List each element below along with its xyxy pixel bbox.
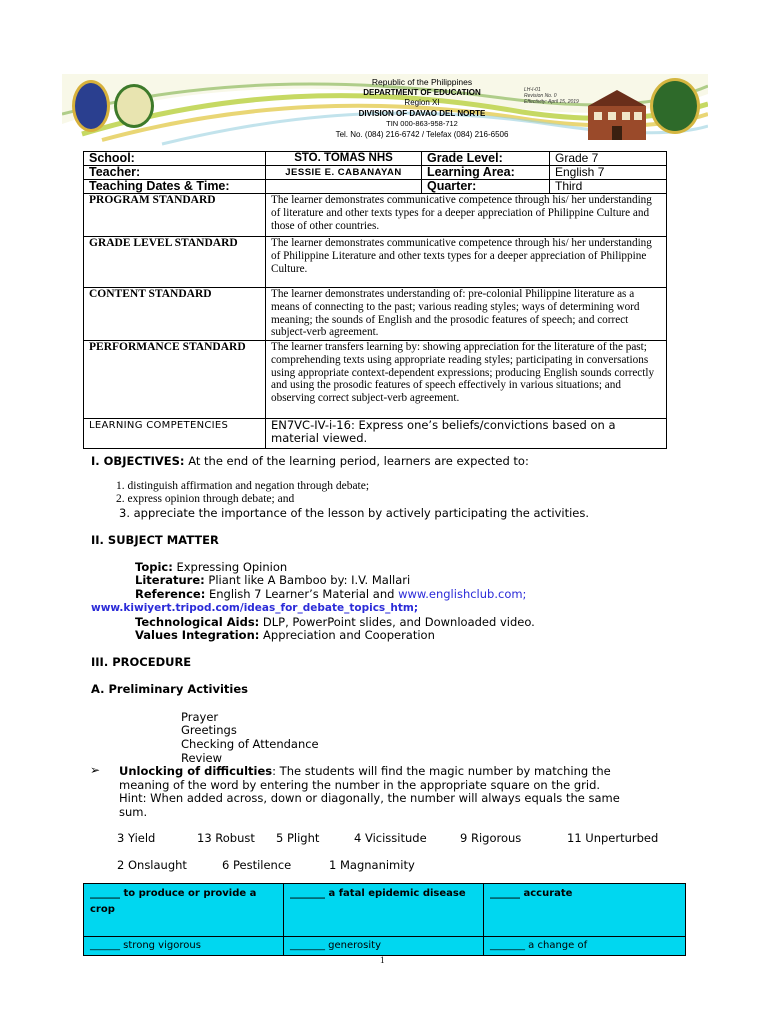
activity-review: Review (181, 751, 223, 765)
unlocking-instruction: : The students will find the magic number by matching the (272, 764, 611, 778)
table-row (84, 884, 686, 937)
grid-cell[interactable]: ______ strong vigorous (84, 937, 284, 956)
division-line: DIVISION OF DAVAO DEL NORTE (358, 108, 486, 118)
republic-line: Republic of the Philippines (371, 77, 473, 87)
hint-line-1: Hint: When added across, down or diagonally, the number will always equals the same (119, 791, 620, 805)
tech-aids-label: Technological Aids: (135, 615, 260, 629)
objectives-intro: At the end of the learning period, learners are expected to: (188, 454, 529, 468)
word-item: 11 Unperturbed (567, 831, 659, 845)
phone-line: Tel. No. (084) 216-6742 / Telefax (084) 216-6506 (335, 129, 509, 139)
teaching-dates-value (266, 180, 422, 194)
region-seal-icon (114, 84, 154, 128)
literature-line (135, 573, 410, 587)
values-value: Appreciation and Cooperation (263, 628, 435, 642)
literature-value: Pliant like A Bamboo by: I.V. Mallari (208, 573, 411, 587)
lesson-info-table (83, 151, 667, 449)
word-item: 4 Vicissitude (354, 831, 427, 845)
division-seal-icon (650, 78, 700, 134)
values-label: Values Integration: (135, 628, 260, 642)
doc-code: LH-I-01 (524, 87, 541, 93)
magic-number-grid (83, 883, 686, 956)
table-row (84, 288, 667, 341)
objective-item-1: 1. distinguish affirmation and negation through debate; (116, 480, 370, 492)
subject-matter-heading: II. SUBJECT MATTER (91, 533, 219, 547)
revision-number: Revision No. 0 (524, 93, 557, 99)
grid-cell[interactable]: ______ accurate (484, 884, 686, 937)
reference-line (135, 587, 526, 601)
letterhead-text (312, 77, 532, 140)
kiwiyert-link[interactable]: www.kiwiyert.tripod.com/ideas_for_debate_topics_htm; (91, 602, 419, 614)
table-row (84, 237, 667, 288)
document-reference (524, 87, 579, 105)
objective-item-2: 2. express opinion through debate; and (116, 493, 295, 505)
teaching-dates-label: Teaching Dates & Time: (84, 180, 266, 194)
grid-cell[interactable]: _______ a change of (484, 937, 686, 956)
grade-level-label: Grade Level: (422, 152, 550, 166)
tech-aids-value: DLP, PowerPoint slides, and Downloaded video. (262, 615, 535, 629)
unlocking-label: Unlocking of difficulties (119, 764, 273, 778)
effectivity-date: Effectivity: April 15, 2019 (524, 99, 579, 105)
topic-value: Expressing Opinion (176, 560, 288, 574)
word-item: 1 Magnanimity (329, 858, 415, 872)
table-row (84, 937, 686, 956)
school-value: STO. TOMAS NHS (266, 152, 422, 166)
learning-area-label: Learning Area: (422, 166, 550, 180)
grid-cell[interactable]: _______ generosity (284, 937, 484, 956)
objectives-heading: I. OBJECTIVES: (91, 454, 185, 468)
school-building-icon (588, 88, 646, 140)
performance-standard-text: The learner transfers learning by: showing appreciation for the literature of the past; comprehending texts using appropriate reading styles; participating in conversations using appropriate context-dependent expressions; producing English sounds correctly and using the prosodic features of speech effectively in various situations; and observing correct subject-verb agreement. (266, 341, 667, 419)
unlocking-line-2: meaning of the word by entering the number in the appropriate square on the grid. (119, 778, 601, 792)
table-row (84, 341, 667, 419)
activity-prayer: Prayer (181, 710, 219, 724)
program-standard-label: PROGRAM STANDARD (84, 194, 266, 237)
deped-seal-icon (72, 80, 110, 132)
topic-label: Topic: (135, 560, 173, 574)
learning-competencies-label: LEARNING COMPETENCIES (84, 419, 266, 449)
page-number: 1 (380, 955, 385, 965)
grade-level-standard-label: GRADE LEVEL STANDARD (84, 237, 266, 288)
hint-line-2: sum. (119, 805, 148, 819)
grid-cell[interactable]: ______ to produce or provide a crop (84, 884, 284, 937)
activity-attendance: Checking of Attendance (181, 737, 319, 751)
word-item: 2 Onslaught (117, 858, 187, 872)
table-row (84, 180, 667, 194)
learning-competencies-text: EN7VC-IV-i-16: Express one’s beliefs/convictions based on a material viewed. (266, 419, 667, 449)
content-standard-text: The learner demonstrates understanding of: pre-colonial Philippine literature as a means of connecting to the past; various reading styles; ways of determining word meaning; the sounds of English and the prosodic features of speech; and correct subject-verb agreement. (266, 288, 667, 341)
teacher-label: Teacher: (84, 166, 266, 180)
word-item: 13 Robust (197, 831, 255, 845)
table-row (84, 419, 667, 449)
word-item: 5 Plight (276, 831, 320, 845)
topic-line (135, 560, 287, 574)
region-line: Region XI (404, 98, 440, 107)
teacher-value: JESSIE E. CABANAYAN (266, 166, 422, 180)
preliminary-activities-heading: A. Preliminary Activities (91, 682, 248, 696)
reference-value: English 7 Learner’s Material and (209, 587, 395, 601)
department-line: DEPARTMENT OF EDUCATION (363, 87, 481, 97)
grade-level-value: Grade 7 (550, 152, 667, 166)
grade-level-standard-text: The learner demonstrates communicative competence through his/ her understanding of Philippine Literature and other texts types for a deeper appreciation of Philippine Culture. (266, 237, 667, 288)
content-standard-label: CONTENT STANDARD (84, 288, 266, 341)
activity-greetings: Greetings (181, 723, 237, 737)
objective-item-3: 3. appreciate the importance of the lesson by actively participating the activities. (119, 506, 590, 520)
quarter-value: Third (550, 180, 667, 194)
unlocking-line-1 (119, 764, 611, 778)
table-row (84, 194, 667, 237)
school-label: School: (84, 152, 266, 166)
tin-line: TIN 000-863-958-712 (386, 119, 458, 128)
values-line (135, 628, 435, 642)
word-item: 6 Pestilence (222, 858, 292, 872)
learning-area-value: English 7 (550, 166, 667, 180)
table-row (84, 152, 667, 166)
quarter-label: Quarter: (422, 180, 550, 194)
tech-aids-line (135, 615, 535, 629)
objectives-line (91, 454, 529, 468)
reference-label: Reference: (135, 587, 206, 601)
word-item: 3 Yield (117, 831, 156, 845)
grid-cell[interactable]: _______ a fatal epidemic disease (284, 884, 484, 937)
englishclub-link[interactable]: www.englishclub.com; (398, 587, 527, 601)
literature-label: Literature: (135, 573, 205, 587)
procedure-heading: III. PROCEDURE (91, 655, 192, 669)
word-item: 9 Rigorous (460, 831, 522, 845)
letterhead-banner (62, 74, 708, 146)
table-row (84, 166, 667, 180)
performance-standard-label: PERFORMANCE STANDARD (84, 341, 266, 419)
arrow-bullet-icon: ➢ (90, 763, 101, 777)
program-standard-text: The learner demonstrates communicative competence through his/ her understanding of literature and other texts types for a deeper appreciation of Philippine Culture and those of other countries. (266, 194, 667, 237)
